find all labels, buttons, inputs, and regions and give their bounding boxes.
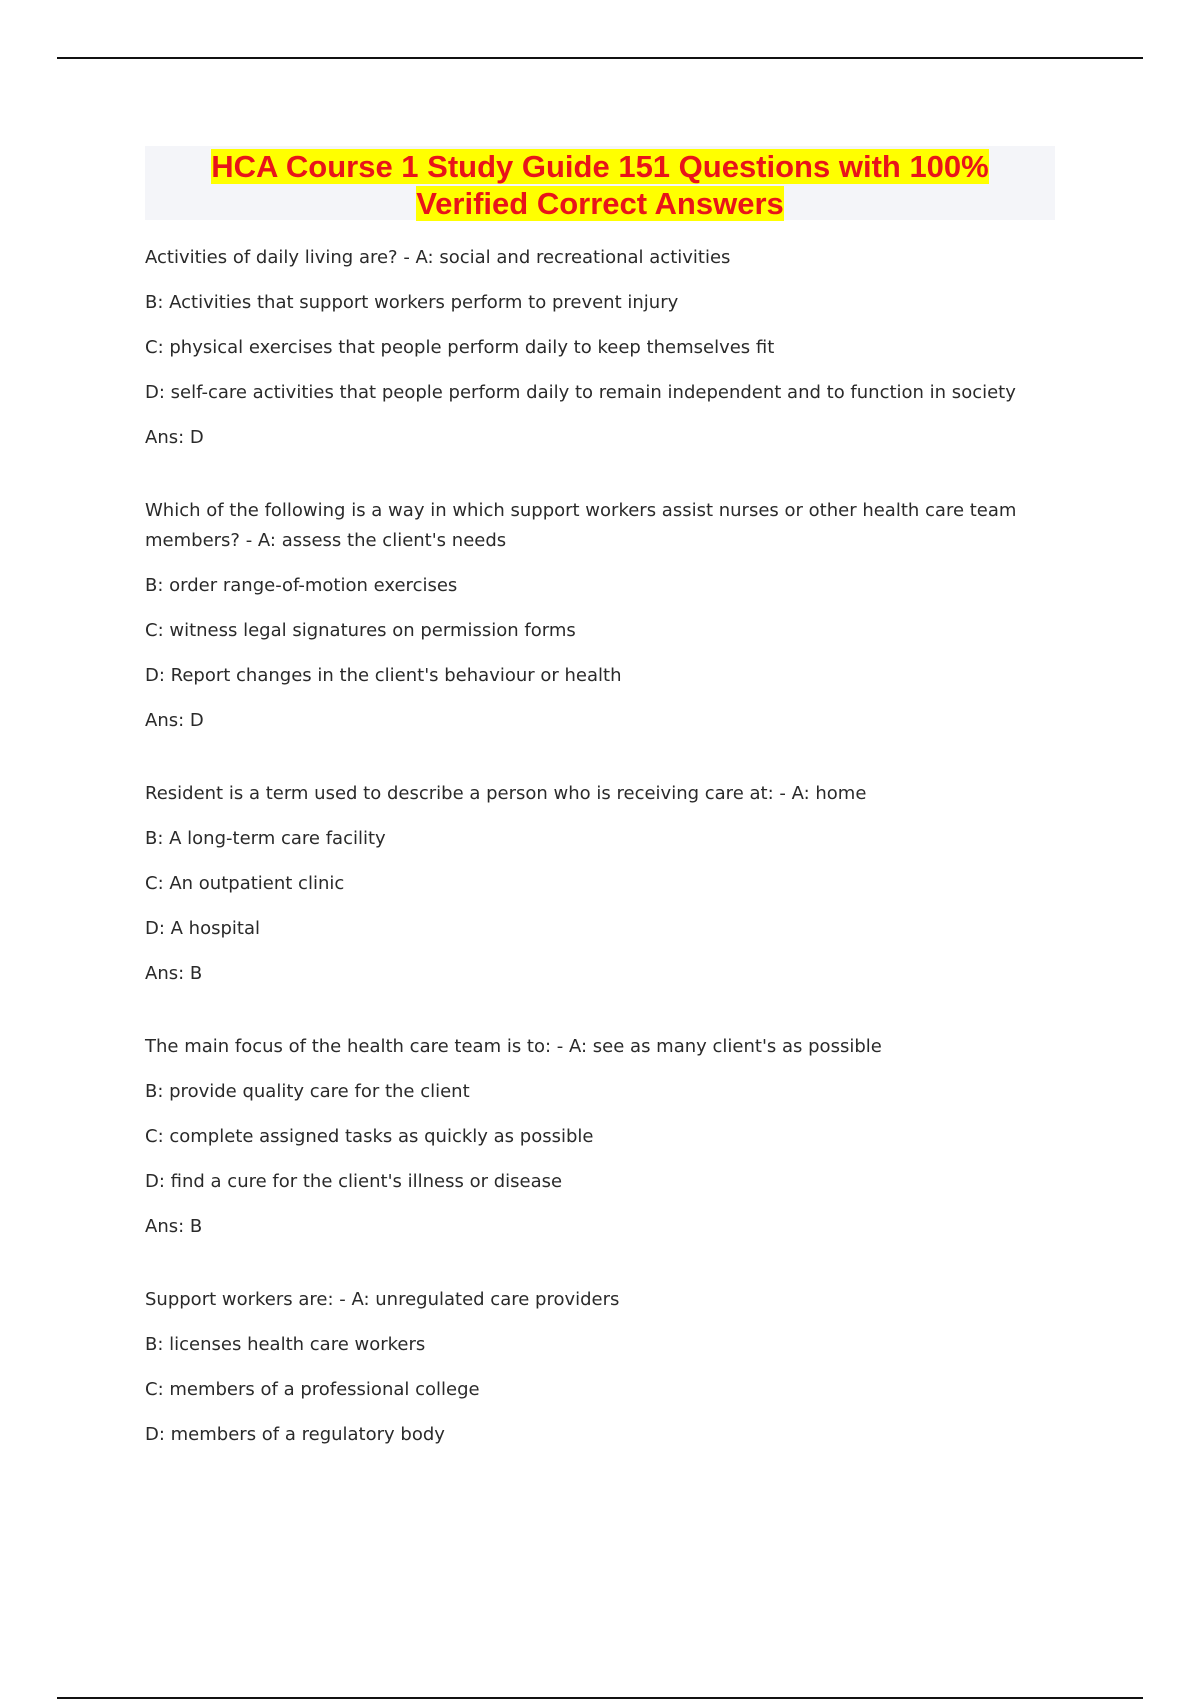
title-line-1: HCA Course 1 Study Guide 151 Questions with 100% <box>211 149 989 184</box>
answer: Ans: D <box>145 427 204 448</box>
option-d: D: find a cure for the client's illness or disease <box>145 1171 563 1192</box>
question-block-1 <box>145 243 1045 453</box>
question-text: The main focus of the health care team is to: - A: see as many client's as possible <box>145 1036 882 1057</box>
option-c: C: members of a professional college <box>145 1379 480 1400</box>
question-text: Which of the following is a way in which support workers assist nurses or other health care team members? - A: assess the client's needs <box>145 500 1017 551</box>
question-block-2 <box>145 496 1045 736</box>
option-d: D: members of a regulatory body <box>145 1424 445 1445</box>
answer: Ans: D <box>145 710 204 731</box>
document-title <box>145 146 1055 220</box>
option-c: C: witness legal signatures on permission forms <box>145 620 576 641</box>
option-b: B: licenses health care workers <box>145 1334 426 1355</box>
option-c: C: An outpatient clinic <box>145 873 345 894</box>
title-line-2: Verified Correct Answers <box>416 186 784 221</box>
question-text: Resident is a term used to describe a person who is receiving care at: - A: home <box>145 783 867 804</box>
question-block-3 <box>145 779 1045 989</box>
option-b: B: A long-term care facility <box>145 828 386 849</box>
question-text: Activities of daily living are? - A: social and recreational activities <box>145 247 731 268</box>
option-c: C: complete assigned tasks as quickly as possible <box>145 1126 594 1147</box>
answer: Ans: B <box>145 963 203 984</box>
question-block-5 <box>145 1285 1045 1450</box>
question-text: Support workers are: - A: unregulated care providers <box>145 1289 620 1310</box>
question-list <box>145 243 1045 1493</box>
top-rule <box>57 57 1143 59</box>
option-c: C: physical exercises that people perform daily to keep themselves fit <box>145 337 775 358</box>
option-b: B: provide quality care for the client <box>145 1081 470 1102</box>
option-b: B: order range-of-motion exercises <box>145 575 458 596</box>
question-block-4 <box>145 1032 1045 1242</box>
option-d: D: Report changes in the client's behaviour or health <box>145 665 622 686</box>
bottom-rule <box>57 1697 1143 1699</box>
answer: Ans: B <box>145 1216 203 1237</box>
option-b: B: Activities that support workers perform to prevent injury <box>145 292 679 313</box>
option-d: D: A hospital <box>145 918 260 939</box>
option-d: D: self-care activities that people perform daily to remain independent and to function in society <box>145 382 1016 403</box>
